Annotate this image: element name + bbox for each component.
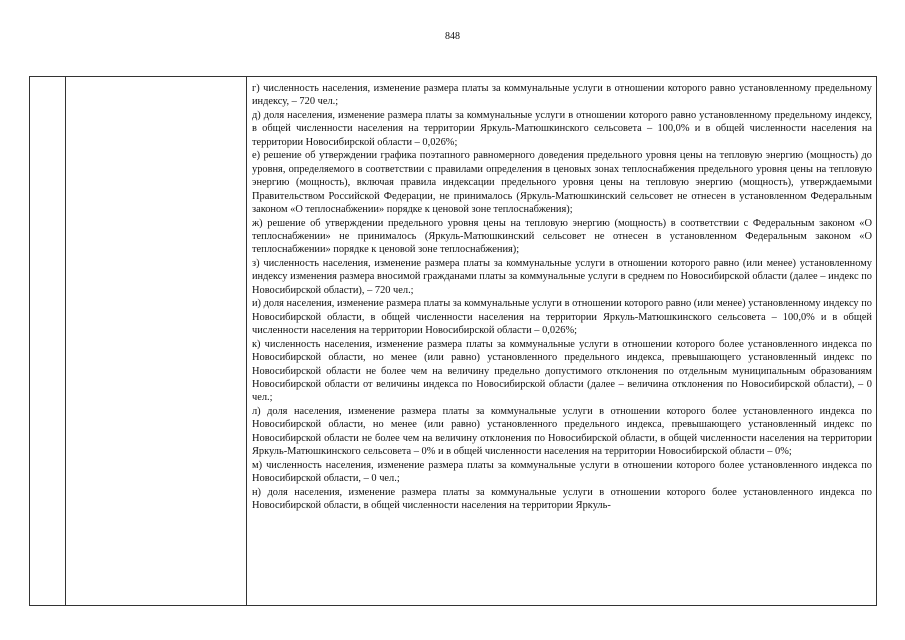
paragraph-zh: ж) решение об утверждении предельного уровня цены на тепловую энергию (мощность) в соответствии с Федеральным законом «О теплоснабжении» не принималось (Яркуль-Матюшкинский сельсовет не отнесен в установленном Федеральным законом «О теплоснабжении» порядке к ценовой зоне теплоснабжения);	[252, 217, 872, 256]
table-cell-text	[252, 82, 872, 513]
paragraph-d: д) доля населения, изменение размера платы за коммунальные услуги в отношении которого равно установленному предельному индексу, в общей численности населения на территории Яркуль-Матюшкинского сельсовета – 100,0% и в общей численности населения на территории Новосибирской области – 0,026%;	[252, 109, 872, 148]
paragraph-i: и) доля населения, изменение размера платы за коммунальные услуги в отношении которого равно (или менее) установленному индексу по Новосибирской области, в общей численности населения на территории Яркуль-Матюшкинского сельсовета – 100,0% и в общей численности населения на территории Новосибирской области – 0,026%;	[252, 298, 872, 337]
column-divider-1	[65, 77, 66, 605]
paragraph-e: е) решение об утверждении графика поэтапного равномерного доведения предельного уровня цены на тепловую энергию (мощность) до уровня, определяемого в соответствии с правилами определения в ценовых зонах теплоснабжения предельного уровня цены на тепловую энергию (мощность), включая правила индексации предельного уровня цены на тепловую энергию (мощность), утверждаемыми Правительством Российской Федерации, не принималось (Яркуль-Матюшкинский сельсовет не отнесен в установленном Федеральным законом «О теплоснабжении» порядке к ценовой зоне теплоснабжения);	[252, 150, 872, 216]
document-table	[29, 76, 877, 606]
paragraph-z: з) численность населения, изменение размера платы за коммунальные услуги в отношении которого равно (или менее) установленному индексу изменения размера вносимой гражданами платы за коммунальные услуги в среднем по Новосибирской области (далее – индекс по Новосибирской области), – 720 чел.;	[252, 257, 872, 296]
column-divider-2	[246, 77, 247, 605]
paragraph-l: л) доля населения, изменение размера платы за коммунальные услуги в отношении которого более установленного индекса по Новосибирской области, но менее (или равно) установленного предельного индекса, превышающего установленный индекс по Новосибирской области не более чем на величину отклонения по Новосибирской области, в общей численности населения на территории Яркуль-Матюшкинского сельсовета – 0% и в общей численности населения на территории Новосибирской области – 0%;	[252, 405, 872, 458]
paragraph-g: г) численность населения, изменение размера платы за коммунальные услуги в отношении которого равно установленному предельному индексу, – 720 чел.;	[252, 83, 872, 108]
paragraph-k: к) численность населения, изменение размера платы за коммунальные услуги в отношении которого более установленного индекса по Новосибирской области, но менее (или равно) установленного предельного индекса, превышающего установленный индекс по Новосибирской области не более чем на величину предельно допустимого отклонения по отдельным муниципальным образованиям Новосибирской области от величины индекса по Новосибирской области (далее – величина отклонения по Новосибирской области), – 0 чел.;	[252, 338, 872, 404]
paragraph-m: м) численность населения, изменение размера платы за коммунальные услуги в отношении которого более установленного индекса по Новосибирской области, – 0 чел.;	[252, 459, 872, 485]
paragraph-n: н) доля населения, изменение размера платы за коммунальные услуги в отношении которого более установленного индекса по Новосибирской области, в общей численности населения на территории Яркуль-	[252, 486, 872, 512]
page-number: 848	[445, 31, 460, 42]
